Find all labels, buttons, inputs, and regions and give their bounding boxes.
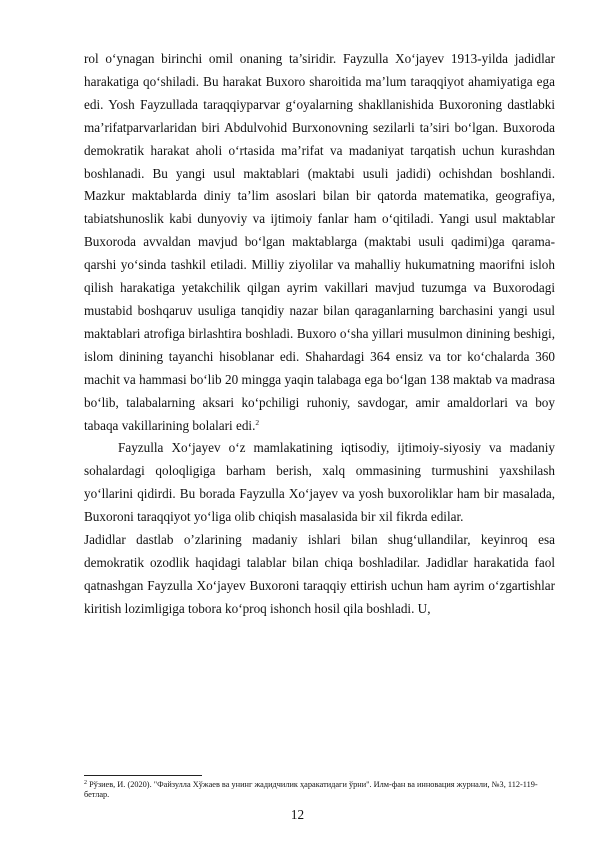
paragraph-2: Fayzulla Xo‘jayev o‘z mamlakatining iqtisodiy, ijtimoiy-siyosiy va madaniy sohalardagi qoloqligiga barham berish, xalq ommasining turmushini yaxshilash yo‘llarini qidirdi. Bu borada Fayzulla Xo‘jayev va yosh buxoroliklar ham bir masalada, Buxoroni taraqqiyot yo‘liga olib chiqish masalasida bir xil fikrda edilar. (84, 440, 555, 525)
footnote (84, 780, 555, 801)
page-number: 12 (290, 807, 305, 822)
footnote-number: 2 (84, 780, 87, 786)
footnote-reference[interactable]: 2 (255, 417, 260, 427)
footnote-separator (84, 775, 202, 776)
footnote-text: Рўзиев, И. (2020). "Файзулла Хўжаев ва унинг жадидчилик ҳаракатидаги ўрни". Илм-фан ва инновация журнали, №3, 112-119-бетлар. (84, 780, 538, 800)
paragraph-1-text: rol o‘ynagan birinchi omil onaning ta’siridir. Fayzulla Xo‘jayev 1913-yilda jadidlar harakatiga qo‘shiladi. Bu harakat Buxoro sharoitida ma’lum taraqqiyot ahamiyatiga ega edi. Yosh Fayzullada taraqqiyparvar g‘oyalarning shakllanishida Buxoroning dastlabki ma’rifatparvarlaridan biri Abdulvohid Burxonovning sezilarli ta’siri bo‘lgan. Buxoroda demokratik harakat aholi o‘rtasida ma’rifat va madaniyat tarqatish uchun kurashdan boshlanadi. Bu yangi usul maktablari (maktabi usuli jadidi) ochishdan boshlandi. Mazkur maktablarda diniy ta’lim asoslari bilan bir qatorda matematika, geografiya, tabiatshunoslik kabi dunyoviy va ijtimoiy fanlar ham o‘qitiladi. Yangi usul maktablar Buxoroda avvaldan mavjud bo‘lgan maktablarga (maktabi usuli qadimi)ga qarama-qarshi yo‘sinda tashkil etiladi. Milliy ziyolilar va mahalliy hukumatning maorifni isloh qilish harakatiga yetakchilik qilgan ayrim vakillari mavjud tuzumga va Buxorodagi mustabid boshqaruv usuliga tanqidiy nazar bilan qaraganlarning barchasini yangi usul maktablari atrofiga birlashtira boshladi. Buxoro o‘sha yillari musulmon dinining beshigi, islom dinining tayanchi hisoblanar edi. Shahardagi 364 ensiz va tor ko‘chalarda 360 machit va hammasi bo‘lib 20 mingga yaqin talabaga ega bo‘lgan 138 maktab va madrasa bo‘lib, talabalarning aksari ko‘pchiligi ruhoniy, savdogar, amir amaldorlari va boy tabaqa vakillarining bolalari edi. (84, 51, 555, 433)
paragraph-3: Jadidlar dastlab o’zlarining madaniy ishlari bilan shug‘ullandilar, keyinroq esa demokratik ozodlik haqidagi talablar bilan chiqa boshladilar. Jadidlar harakatida faol qatnashgan Fayzulla Xo‘jayev Buxoroni taraqqiy ettirish uchun ham ayrim o‘zgartishlar kiritish lozimligiga tobora ko‘proq ishonch hosil qila boshladi. U, (84, 532, 555, 616)
page-body (84, 48, 555, 621)
paragraph-1 (84, 48, 555, 437)
